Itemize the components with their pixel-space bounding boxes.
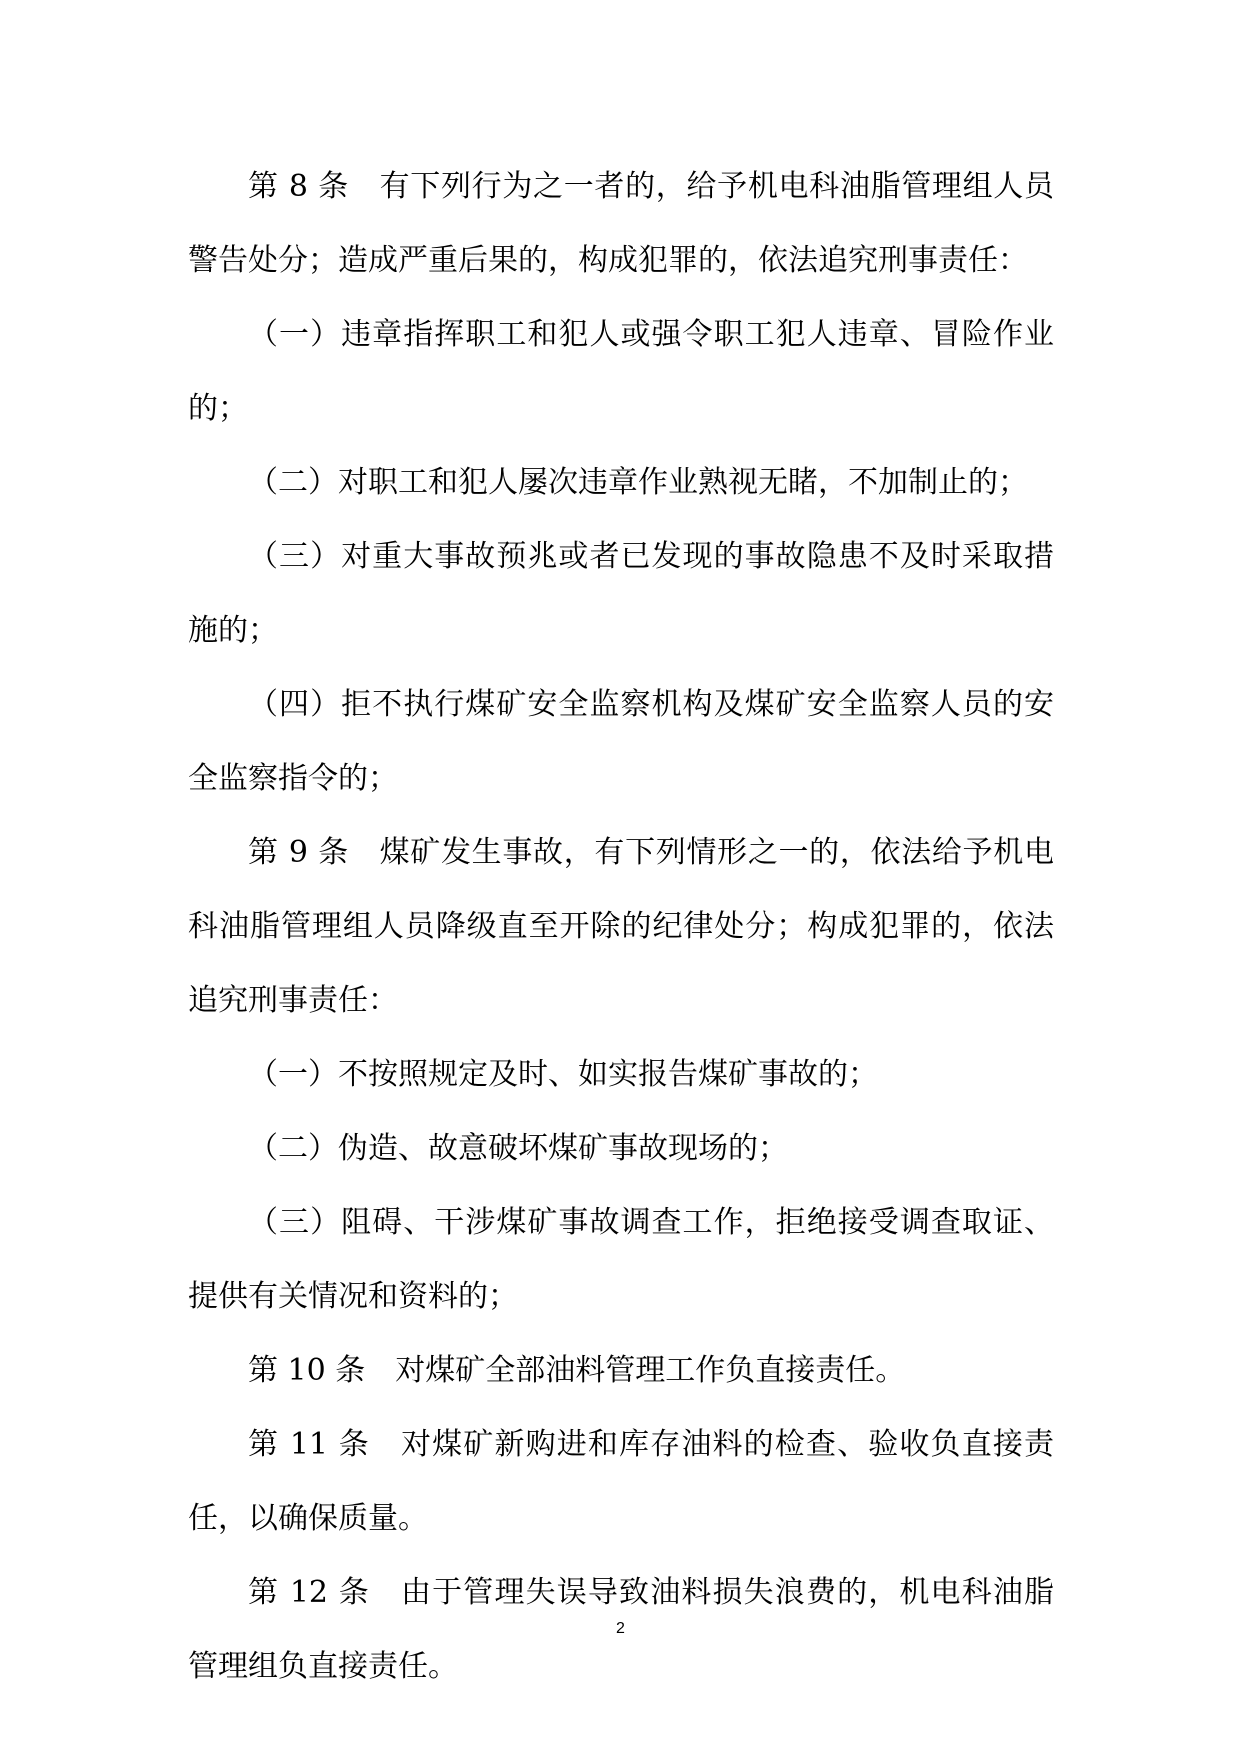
article-8-item-3: （三）对重大事故预兆或者已发现的事故隐患不及时采取措施的； — [188, 539, 1054, 648]
article-8-item-4: （四）拒不执行煤矿安全监察机构及煤矿安全监察人员的安全监察指令的； — [188, 687, 1054, 796]
article-8: 第 8 条 有下列行为之一者的，给予机电科油脂管理组人员警告处分；造成严重后果的，构成犯罪的，依法追究刑事责任： — [188, 169, 1054, 278]
article-9-item-1: （一）不按照规定及时、如实报告煤矿事故的； — [248, 1057, 878, 1092]
article-10: 第 10 条 对煤矿全部油料管理工作负直接责任。 — [248, 1353, 906, 1388]
article-9-item-2: （二）伪造、故意破坏煤矿事故现场的； — [248, 1131, 788, 1166]
page-number: 2 — [616, 1620, 625, 1637]
article-12: 第 12 条 由于管理失误导致油料损失浪费的，机电科油脂管理组负直接责任。 — [188, 1575, 1054, 1684]
article-9: 第 9 条 煤矿发生事故，有下列情形之一的，依法给予机电科油脂管理组人员降级直至开除的纪律处分；构成犯罪的，依法追究刑事责任： — [188, 835, 1054, 1018]
article-8-item-2: （二）对职工和犯人屡次违章作业熟视无睹，不加制止的； — [248, 465, 1028, 500]
article-11: 第 11 条 对煤矿新购进和库存油料的检查、验收负直接责任，以确保质量。 — [188, 1427, 1054, 1536]
article-9-item-3: （三）阻碍、干涉煤矿事故调查工作，拒绝接受调查取证、提供有关情况和资料的； — [188, 1205, 1054, 1314]
article-8-item-1: （一）违章指挥职工和犯人或强令职工犯人违章、冒险作业的； — [188, 317, 1054, 426]
document-body — [188, 150, 1054, 1704]
